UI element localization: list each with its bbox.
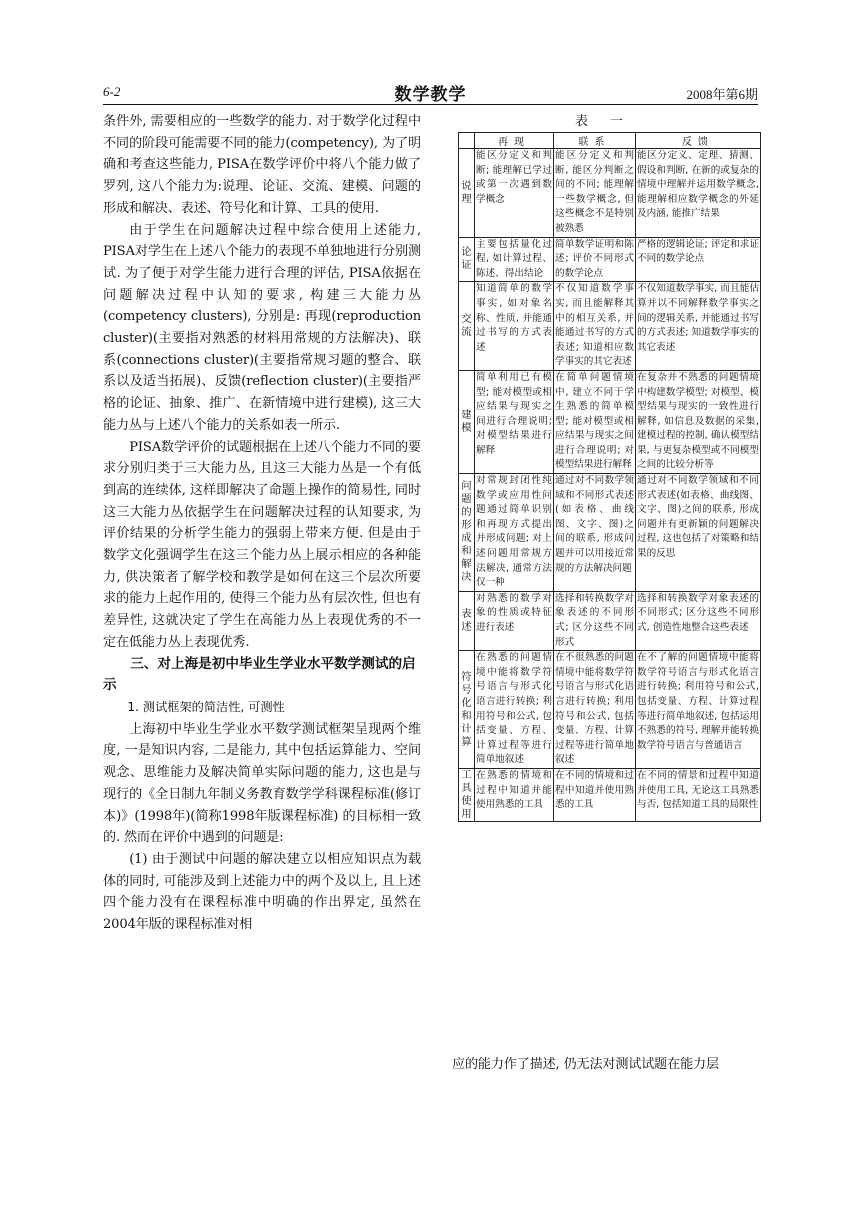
table-row [459, 768, 761, 821]
table-row [459, 651, 761, 769]
paragraph-1: 条件外, 需要相应的一些数学的能力. 对于数学化过程中不同的阶段可能需要不同的能力(competency), 为了明确和考查这些能力, PISA在数学评价中将八个能力做了罗列, 这八个能力为:说理、论证、交流、建模、问题的形成和解决、表述、符号化和计算、工具的使用. [103, 114, 421, 216]
table-cell: 选择和转换数学对象表述的不同形式; 区分这些不同形式, 创造性地整合这些表述 [636, 591, 761, 650]
table-cell: 在熟悉的问题情境中能将数学符号语言与形式化语言进行转换; 利用符号和公式, 包括变量、方程、计算过程等进行简单地叙述 [475, 651, 554, 769]
row-label: 说理 [459, 149, 475, 238]
header-corner [459, 133, 475, 149]
row-label: 符号化和计算 [459, 651, 475, 769]
table-cell: 在复杂并不熟悉的问题情境中构建数学模型; 对模型、模型结果与现实的一致性进行解释, 如信息及数据的采集, 建模过程的控制, 确认模型结果, 与更复杂模型或不同模型之间的比较分析等 [636, 370, 761, 473]
table-cell: 在熟悉的情境和过程中知道并能使用熟悉的工具 [475, 768, 554, 821]
paragraph-4: 上海初中毕业生学业水平数学测试框架呈现两个维度, 一是知识内容, 二是能力, 其中包括运算能力、空间观念、思维能力及解决简单实际问题的能力, 这也是与现行的《全日制九年制义务教育数学学科课程标准(修订本)》(1998年)(简称1998年版课程标准) 的目标相一致的. 然而在评价中遇到的问题是: [103, 721, 421, 846]
issue-label: 2008年第6期 [686, 87, 758, 102]
table-cell: 在不同的情景和过程中知道并使用工具, 无论这工具熟悉与否, 包括知道工具的局限性 [636, 768, 761, 821]
table-cell: 通过对不同数学领域和不同形式表述(如表格、曲线图、文字、图)之间的联系, 形成问题并可以用接近常规的方法解决问题 [554, 474, 636, 592]
table-cell: 知道简单的数学事实, 如对象名称、性质, 并能通过书写的方式表述 [475, 282, 554, 371]
table-row [459, 149, 761, 238]
table-cell: 选择和转换数学对象表述的不同形式; 区分这些不同形式 [554, 591, 636, 650]
table-row [459, 282, 761, 371]
table-cell: 在不同的情境和过程中知道并使用熟悉的工具 [554, 768, 636, 821]
row-label: 工具使用 [459, 768, 475, 821]
row-label: 表述 [459, 591, 475, 650]
journal-title: 数学教学 [394, 85, 467, 105]
table-cell: 能区分定义、定理、猜测、假设和判断, 在新的或复杂的情境中理解并运用数学概念, 能理解相应数学概念的外延及内涵, 能推广结果 [636, 149, 761, 238]
table-cell: 对常规封闭性纯数学或应用性问题通过简单识别和再现方式提出并形成问题; 对上述问题用常规方法解决, 通常方法仅一种 [475, 474, 554, 592]
table-row [459, 370, 761, 473]
table-cell: 能区分定义和判断, 能区分判断之间的不同; 能理解一些数学概念, 但这些概念不是特别被熟悉 [554, 149, 636, 238]
table-header-row [459, 133, 761, 149]
table-cell: 在不了解的问题情境中能将数学符号语言与形式化语言进行转换; 利用符号和公式, 包括变量、方程、计算过程等进行简单地叙述, 包括运用不熟悉的符号, 理解并能转换数学符号语言与普通语言 [636, 651, 761, 769]
table-cell: 能区分定义和判断; 能理解已学过或第一次遇到数学概念 [475, 149, 554, 238]
page-header [103, 80, 758, 105]
table-cell: 在不很熟悉的问题情境中能将数学符号语言与形式化语言进行转换; 利用符号和公式, 包括变量、方程、计算过程等进行简单地叙述 [554, 651, 636, 769]
table-cell: 简单利用已有模型; 能对模型或相应结果与现实之间进行合理说明; 对模型结果进行解释 [475, 370, 554, 473]
table-row [459, 591, 761, 650]
right-column [452, 111, 768, 822]
row-label: 交流 [459, 282, 475, 371]
subsection-heading: 1. 测试框架的简洁性, 可测性 [127, 699, 285, 714]
table-title: 表一 [574, 114, 645, 129]
section-heading: 三、对上海是初中毕业生学业水平数学测试的启示 [103, 655, 416, 694]
header-reflection: 反馈 [636, 133, 761, 149]
table-row [459, 474, 761, 592]
table-cell: 严格的逻辑论证; 评定和求证不同的数学论点 [636, 237, 761, 282]
header-connections: 联系 [554, 133, 636, 149]
paragraph-2: 由于学生在问题解决过程中综合使用上述能力, PISA对学生在上述八个能力的表现不单独地进行分别测试. 为了便于对学生能力进行合理的评估, PISA依据在问题解决过程中认知的要求, 构建三大能力丛(competency clusters), 分别是: 再现(reproduction cluster)(主要指对熟悉的材料用常规的方法解决)、联系(connections cluster)(主要指常规习题的整合、联系以及适当拓展)、反馈(reflection cluster)(主要指严格的论证、抽象、推广、在新情境中进行建模), 这三大能力丛与上述八个能力的关系如表一所示. [103, 222, 421, 433]
right-column-continuation [452, 1054, 770, 1076]
competency-table [458, 132, 761, 822]
table-row [459, 237, 761, 282]
paragraph-3: PISA数学评价的试题根据在上述八个能力不同的要求分别归类于三大能力丛, 且这三大能力丛是一个有低到高的连续体, 这样即解决了命题上操作的简易性, 同时这三大能力丛依据学生在问题解决过程的认知要求, 为评价结果的分析学生能力的强弱上带来方便. 但是由于数学文化强调学生在这三个能力丛上展示相应的各种能力, 供决策者了解学校和教学是如何在这三个层次所要求的能力上起作用的, 使得三个能力丛有层次性, 但也有差异性, 这就决定了学生在高能力丛上表现优秀的不一定在低能力丛上表现优秀. [103, 439, 421, 650]
row-label: 论证 [459, 237, 475, 282]
table-cell: 通过对不同数学领域和不同形式表述(如表格、曲线图、文字、图)之间的联系, 形成问题并有更新颖的问题解决过程, 这也包括了对策略和结果的反思 [636, 474, 761, 592]
table-cell: 简单数学证明和陈述; 评价不同形式的数学论点 [554, 237, 636, 282]
table-cell: 主要包括量化过程, 如计算过程、陈述、得出结论 [475, 237, 554, 282]
left-column [103, 111, 421, 936]
row-label: 建模 [459, 370, 475, 473]
table-cell: 对熟悉的数学对象的性质或特征进行表述 [475, 591, 554, 650]
table-cell: 不仅知道数学事实, 而且能估算并以不同解释数学事实之间的逻辑关系, 并能通过书写的方式表述; 知道数学事实的其它表述 [636, 282, 761, 371]
header-reproduction: 再现 [475, 133, 554, 149]
table-cell: 不仅知道数学事实, 而且能解释其中的相互关系, 并能通过书写的方式表述; 知道相应数学事实的其它表述 [554, 282, 636, 371]
paragraph-continued: 应的能力作了描述, 仍无法对测试试题在能力层 [452, 1057, 719, 1072]
table-cell: 在简单问题情境中, 建立不同于学生熟悉的简单模型; 能对模型或相应结果与现实之间进行合理说明; 对模型结果进行解释 [554, 370, 636, 473]
paragraph-5: (1) 由于测试中问题的解决建立以相应知识点为载体的同时, 可能涉及到上述能力中的两个及以上, 且上述四个能力没有在课程标准中明确的作出界定, 虽然在2004年版的课程标准对相 [103, 851, 421, 933]
page-number: 6-2 [103, 84, 121, 99]
row-label: 问题的形成和解决 [459, 474, 475, 592]
